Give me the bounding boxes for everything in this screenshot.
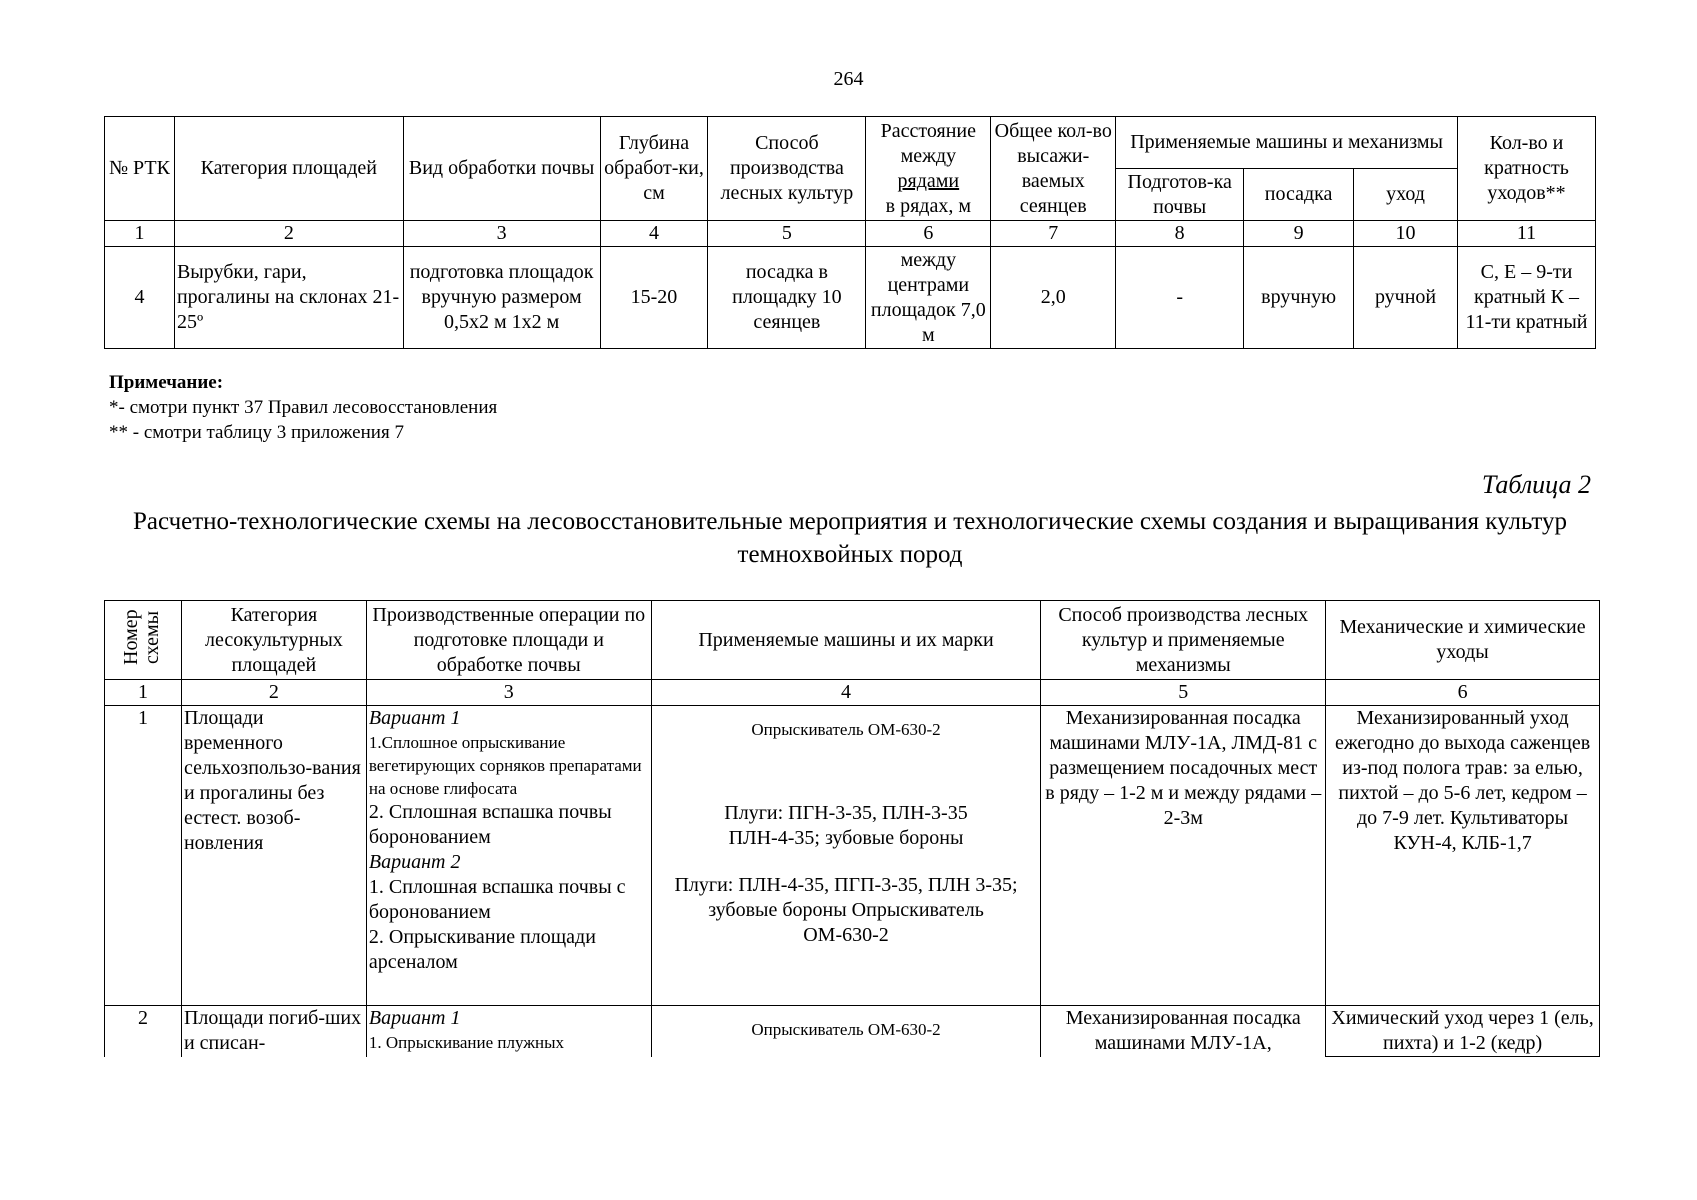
header-total: Общее кол-во высажи-ваемых сеянцев — [991, 117, 1116, 221]
cell-category: Площади временного сельхозпользо-вания и прогалины без естест. возоб-новления — [181, 706, 366, 1006]
table-caption: Таблица 2 — [1481, 470, 1591, 499]
operation: 2. Сплошная вспашка почвы боронованием — [368, 801, 612, 848]
col-number: 4 — [600, 221, 708, 247]
header-distance — [866, 117, 991, 221]
header-num: № РТК — [105, 117, 175, 221]
col-number: 6 — [1326, 680, 1600, 706]
cell-operations — [366, 1006, 651, 1057]
cell-machines — [651, 1006, 1041, 1057]
col-number: 4 — [651, 680, 1041, 706]
cell-total: 2,0 — [991, 247, 1116, 349]
table-row — [105, 247, 1596, 349]
header-soil: Вид обработки почвы — [403, 117, 600, 221]
cell-care: Химический уход через 1 (ель, пихта) и 1-2 (кедр) — [1326, 1006, 1600, 1057]
header-care: Механические и химические уходы — [1326, 601, 1600, 680]
machine: Плуги: ПГН-3-35, ПЛН-3-35 ПЛН-4-35; зубовые бороны — [724, 802, 968, 849]
header-machines: Применяемые машины и механизмы — [1116, 117, 1458, 169]
header-category: Категория лесокультурных площадей — [181, 601, 366, 680]
cell-num: 4 — [105, 247, 175, 349]
operation: 1. Сплошная вспашка почвы с боронованием — [368, 876, 626, 923]
col-number: 11 — [1458, 221, 1596, 247]
header-num — [105, 601, 182, 680]
col-number: 1 — [105, 221, 175, 247]
table-row — [105, 706, 1600, 1006]
page-number: 264 — [833, 68, 864, 90]
col-number: 1 — [105, 680, 182, 706]
cell-count: С, Е – 9-ти кратный К – 11-ти кратный — [1458, 247, 1596, 349]
header-count: Кол-во и кратность уходов** — [1458, 117, 1596, 221]
header-distance-rows: рядами — [897, 169, 960, 192]
cell-care: Механизированный уход ежегодно до выхода саженцев из-под полога трав: за елью, пихтой – до 5-6 лет, кедром – до 7-9 лет. Культиваторы КУН-4, КЛБ-1,7 — [1326, 706, 1600, 1006]
col-number: 8 — [1116, 221, 1244, 247]
col-number: 2 — [181, 680, 366, 706]
operation: 2. Опрыскивание площади арсеналом — [368, 926, 596, 973]
note-title: Примечание: — [109, 372, 224, 393]
col-number: 6 — [866, 221, 991, 247]
cell-care: ручной — [1354, 247, 1458, 349]
header-distance-top: Расстояние между — [880, 119, 976, 167]
header-machines: Применяемые машины и их марки — [651, 601, 1041, 680]
cell-method: Механизированная посадка машинами МЛУ-1А, — [1041, 1006, 1326, 1057]
cell-plant: вручную — [1244, 247, 1354, 349]
header-care: уход — [1354, 169, 1458, 221]
cell-category: Площади погиб-ших и списан- — [181, 1006, 366, 1057]
header-prep: Подготов-ка почвы — [1116, 169, 1244, 221]
machine: Опрыскиватель ОМ-630-2 — [751, 1020, 941, 1039]
machine: Плуги: ПЛН-4-35, ПГП-3-35, ПЛН 3-35; зубовые бороны Опрыскиватель — [674, 874, 1018, 921]
cell-method: Механизированная посадка машинами МЛУ-1А, ЛМД-81 с размещением посадочных мест в ряду – 1-2 м и между рядами – 2-3м — [1041, 706, 1326, 1006]
cell-prep: - — [1116, 247, 1244, 349]
cell-depth: 15-20 — [600, 247, 708, 349]
table-title: Расчетно-технологические схемы на лесовосстановительные мероприятия и технологические схемы создания и выращивания культур темнохвойных пород — [132, 508, 1568, 568]
col-number: 5 — [1041, 680, 1326, 706]
machine: ОМ-630-2 — [803, 924, 889, 946]
cell-machines — [651, 706, 1041, 1006]
variant-label: Вариант 2 — [368, 851, 461, 873]
col-number: 9 — [1244, 221, 1354, 247]
cell-num: 2 — [105, 1006, 182, 1057]
table-rtk — [104, 116, 1596, 349]
col-number: 3 — [403, 221, 600, 247]
operation: 1. Опрыскивание плужных — [368, 1033, 565, 1052]
col-number: 10 — [1354, 221, 1458, 247]
cell-soil: подготовка площадок вручную размером 0,5х2 м 1х2 м — [403, 247, 600, 349]
col-number: 2 — [174, 221, 403, 247]
operation: 1.Сплошное опрыскивание вегетирующих сорняков препаратами на основе глифосата — [368, 733, 642, 798]
note-line: *- смотри пункт 37 Правил лесовосстановления — [109, 397, 498, 418]
header-depth: Глубина обработ-ки, см — [600, 117, 708, 221]
header-plant: посадка — [1244, 169, 1354, 221]
cell-num: 1 — [105, 706, 182, 1006]
header-method: Способ производства лесных культур — [708, 117, 866, 221]
header-method: Способ производства лесных культур и применяемые механизмы — [1041, 601, 1326, 680]
col-number: 7 — [991, 221, 1116, 247]
col-number: 5 — [708, 221, 866, 247]
header-operations: Производственные операции по подготовке площади и обработке почвы — [366, 601, 651, 680]
header-category: Категория площадей — [174, 117, 403, 221]
header-distance-bottom: в рядах, м — [885, 194, 972, 217]
variant-label: Вариант 1 — [368, 1007, 461, 1029]
cell-category: Вырубки, гари, прогалины на склонах 21-25º — [174, 247, 403, 349]
cell-method: посадка в площадку 10 сеянцев — [708, 247, 866, 349]
col-number: 3 — [366, 680, 651, 706]
table-row — [105, 1006, 1600, 1057]
machine: Опрыскиватель ОМ-630-2 — [751, 720, 941, 739]
table-schemes — [104, 600, 1600, 1057]
variant-label: Вариант 1 — [368, 707, 461, 729]
cell-operations — [366, 706, 651, 1006]
cell-distance: между центрами площадок 7,0 м — [866, 247, 991, 349]
note-line: ** - смотри таблицу 3 приложения 7 — [109, 422, 404, 443]
header-num-text: Номер схемы — [119, 608, 163, 665]
